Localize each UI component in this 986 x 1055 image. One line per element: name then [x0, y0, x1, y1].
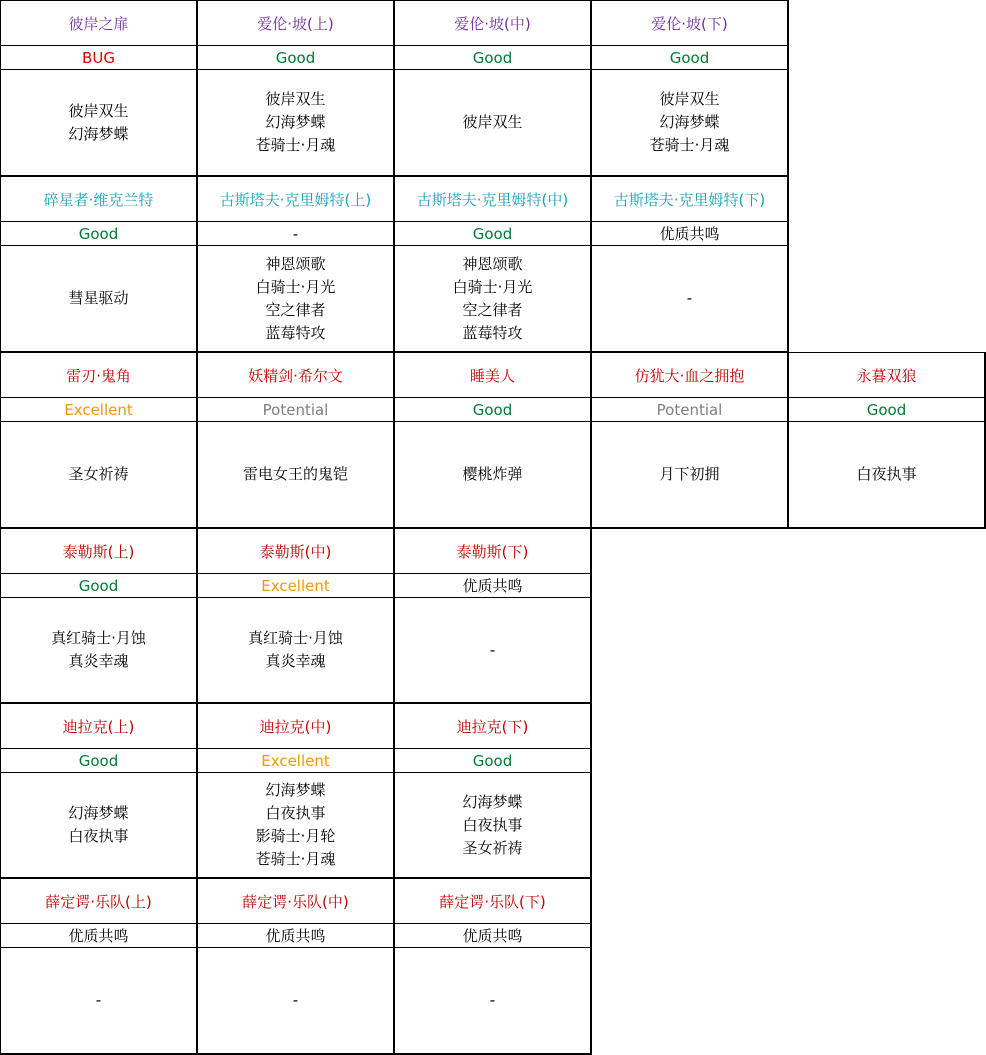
- table-cell: [197, 0, 395, 177]
- cell-rating: Good: [789, 398, 984, 422]
- cell-title: 迪拉克(下): [395, 704, 590, 749]
- cell-item: 空之律者: [265, 300, 326, 319]
- cell-item: 神恩颂歌: [265, 254, 326, 273]
- table-cell: [591, 0, 789, 177]
- cell-item: 真红骑士·月蚀: [248, 629, 343, 647]
- cell-item: 彼岸双生: [265, 90, 326, 108]
- cell-items: [395, 422, 590, 527]
- cell-item: 蓝莓特攻: [462, 323, 523, 342]
- cell-item: 苍骑士·月魂: [649, 136, 730, 154]
- table-cell: [0, 703, 198, 879]
- cell-item: 白夜执事: [856, 465, 917, 483]
- cell-rating: Good: [395, 749, 590, 773]
- cell-items: [395, 773, 590, 877]
- cell-item: 幻海梦蝶: [265, 113, 326, 131]
- cell-item: 真炎幸魂: [265, 652, 326, 670]
- cell-title: 迪拉克(上): [1, 704, 196, 749]
- table-cell: [197, 352, 395, 529]
- table-cell: [197, 703, 395, 879]
- cell-items: [592, 422, 787, 527]
- cell-title: 泰勒斯(中): [198, 529, 393, 574]
- cell-rating: Excellent: [198, 749, 393, 773]
- cell-item: 幻海梦蝶: [68, 804, 129, 822]
- cell-items: [198, 422, 393, 527]
- cell-items: [592, 70, 787, 175]
- cell-items: [1, 948, 196, 1053]
- cell-rating: Excellent: [1, 398, 196, 422]
- cell-rating: -: [198, 222, 393, 246]
- cell-item: 彼岸双生: [462, 113, 523, 131]
- cell-title: 雷刃·鬼角: [1, 353, 196, 398]
- cell-rating: BUG: [1, 46, 196, 70]
- cell-title: 永暮双狼: [789, 353, 984, 398]
- cell-item: 樱桃炸弹: [462, 465, 523, 483]
- cell-item: 空之律者: [462, 300, 523, 319]
- cell-items: [1, 70, 196, 175]
- cell-items: [395, 70, 590, 175]
- cell-items: [395, 948, 590, 1053]
- cell-item: -: [95, 991, 102, 1009]
- cell-title: 爱伦·坡(上): [198, 1, 393, 46]
- cell-item: 圣女祈祷: [462, 838, 523, 857]
- cell-title: 睡美人: [395, 353, 590, 398]
- cell-item: -: [292, 991, 299, 1009]
- cell-item: 彗星驱动: [68, 289, 129, 307]
- cell-title: 彼岸之扉: [1, 1, 196, 46]
- cell-item: 月下初拥: [659, 465, 720, 483]
- cell-item: 苍骑士·月魂: [255, 850, 336, 868]
- cell-item: 雷电女王的鬼铠: [242, 465, 348, 483]
- table-cell: [197, 176, 395, 353]
- table-cell: [394, 0, 592, 177]
- cell-rating: 优质共鸣: [592, 222, 787, 246]
- cell-item: -: [686, 289, 693, 307]
- cell-items: [198, 70, 393, 175]
- cell-item: 白夜执事: [265, 804, 326, 822]
- cell-item: -: [489, 640, 496, 659]
- cell-items: [1, 598, 196, 702]
- table-cell: [394, 878, 592, 1055]
- table-cell: [394, 176, 592, 353]
- cell-title: 妖精剑·希尔文: [198, 353, 393, 398]
- cell-rating: Potential: [198, 398, 393, 422]
- cell-item: 真炎幸魂: [68, 652, 129, 670]
- cell-title: 迪拉克(中): [198, 704, 393, 749]
- cell-items: [789, 422, 984, 527]
- cell-rating: 优质共鸣: [1, 924, 196, 948]
- cell-rating: Good: [1, 574, 196, 598]
- cell-item: 蓝莓特攻: [265, 323, 326, 342]
- cell-item: 幻海梦蝶: [659, 113, 720, 131]
- cell-item: 幻海梦蝶: [462, 792, 523, 811]
- cell-rating: Good: [1, 222, 196, 246]
- cell-items: [198, 246, 393, 351]
- cell-title: 泰勒斯(上): [1, 529, 196, 574]
- cell-item: 影骑士·月轮: [255, 827, 336, 845]
- cell-items: [198, 773, 393, 877]
- table-cell: [0, 352, 198, 529]
- cell-items: [395, 598, 590, 702]
- table-cell: [591, 176, 789, 353]
- cell-item: 圣女祈祷: [68, 465, 129, 483]
- table-cell: [394, 528, 592, 704]
- cell-item: 白骑士·月光: [452, 277, 533, 296]
- table-cell: [788, 352, 986, 529]
- cell-rating: 优质共鸣: [395, 924, 590, 948]
- table-cell: [0, 528, 198, 704]
- table-cell: [0, 878, 198, 1055]
- cell-rating: Good: [198, 46, 393, 70]
- cell-rating: Good: [1, 749, 196, 773]
- cell-title: 薛定谔·乐队(下): [395, 879, 590, 924]
- cell-item: 白骑士·月光: [255, 277, 336, 296]
- cell-items: [395, 246, 590, 351]
- cell-items: [198, 598, 393, 702]
- cell-rating: 优质共鸣: [198, 924, 393, 948]
- table-cell: [197, 878, 395, 1055]
- cell-title: 爱伦·坡(中): [395, 1, 590, 46]
- cell-item: 幻海梦蝶: [68, 124, 129, 143]
- cell-items: [592, 246, 787, 351]
- cell-item: 幻海梦蝶: [265, 781, 326, 799]
- cell-items: [1, 246, 196, 351]
- cell-title: 碎星者·维克兰特: [1, 177, 196, 222]
- cell-title: 爱伦·坡(下): [592, 1, 787, 46]
- cell-items: [1, 773, 196, 877]
- cell-items: [1, 422, 196, 527]
- table-cell: [394, 352, 592, 529]
- cell-item: 白夜执事: [462, 815, 523, 834]
- cell-item: 白夜执事: [68, 827, 129, 845]
- cell-title: 仿犹大·血之拥抱: [592, 353, 787, 398]
- table-cell: [0, 0, 198, 177]
- cell-item: 真红骑士·月蚀: [51, 629, 146, 647]
- cell-rating: Good: [395, 46, 590, 70]
- cell-item: -: [489, 991, 496, 1009]
- cell-item: 苍骑士·月魂: [255, 136, 336, 154]
- cell-item: 彼岸双生: [659, 90, 720, 108]
- cell-title: 古斯塔夫·克里姆特(中): [395, 177, 590, 222]
- table-cell: [394, 703, 592, 879]
- cell-rating: 优质共鸣: [395, 574, 590, 598]
- cell-item: 神恩颂歌: [462, 254, 523, 273]
- cell-rating: Good: [395, 222, 590, 246]
- table-cell: [197, 528, 395, 704]
- cell-rating: Good: [395, 398, 590, 422]
- table-cell: [591, 352, 789, 529]
- cell-rating: Potential: [592, 398, 787, 422]
- cell-rating: Excellent: [198, 574, 393, 598]
- cell-title: 古斯塔夫·克里姆特(下): [592, 177, 787, 222]
- cell-rating: Good: [592, 46, 787, 70]
- cell-title: 泰勒斯(下): [395, 529, 590, 574]
- cell-item: 彼岸双生: [68, 101, 129, 120]
- cell-items: [198, 948, 393, 1053]
- cell-title: 古斯塔夫·克里姆特(上): [198, 177, 393, 222]
- cell-title: 薛定谔·乐队(中): [198, 879, 393, 924]
- cell-title: 薛定谔·乐队(上): [1, 879, 196, 924]
- table-cell: [0, 176, 198, 353]
